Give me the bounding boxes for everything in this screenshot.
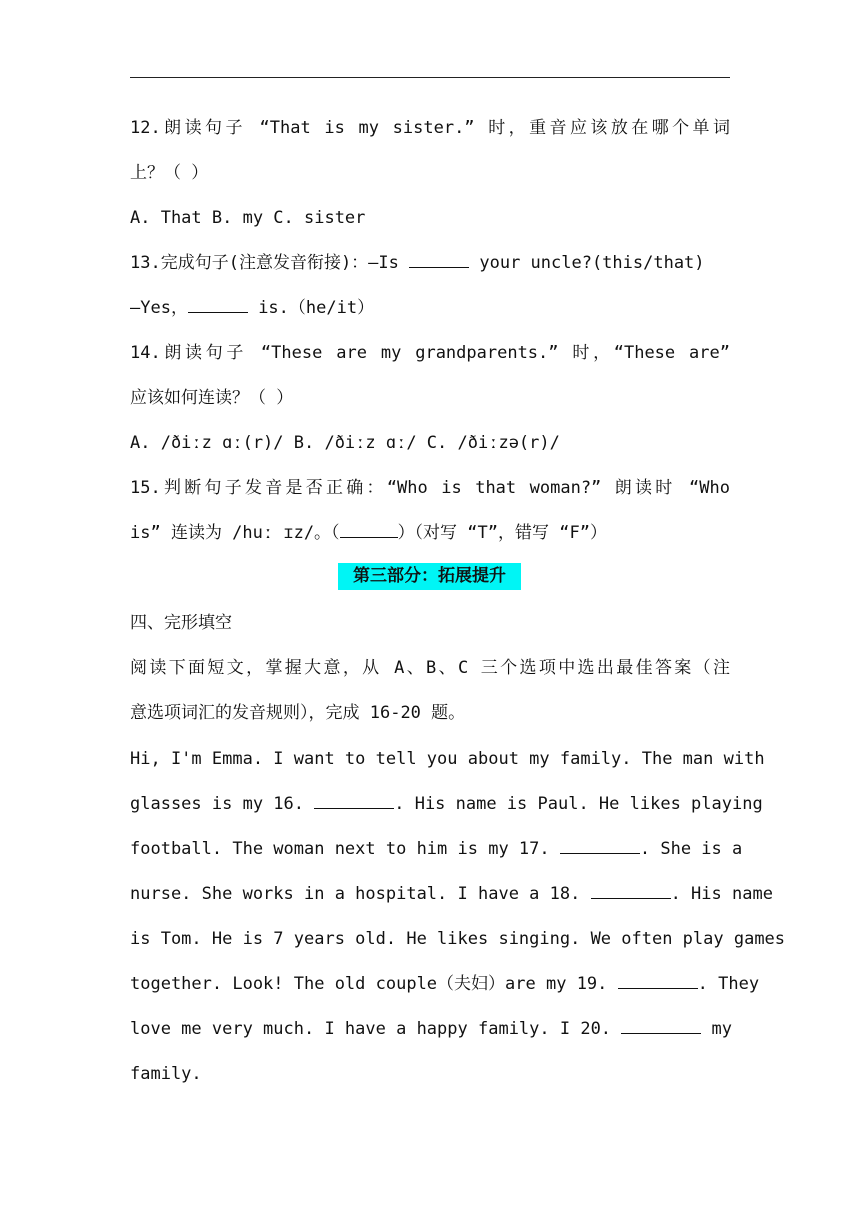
answer-blank-17[interactable] [560, 837, 640, 854]
passage-line-2 [130, 792, 763, 816]
question-14-options: A. /ðiːz ɑː(r)/ B. /ðiːz ɑː/ C. /ðiːzə(r)/ [130, 433, 560, 453]
question-15-text-a: is” 连读为 /huː ɪz/。（ [130, 523, 340, 543]
question-12-line-1: 12.朗读句子 “That is my sister.” 时，重音应该放在哪个单词 [130, 118, 730, 138]
question-13-text-c: —Yes， [130, 298, 188, 318]
passage-text: . His name is Paul. He likes playing [394, 794, 763, 814]
passage-text: my [701, 1019, 732, 1039]
answer-blank-13a[interactable] [409, 251, 469, 268]
question-13-text-d: is.（he/it） [247, 298, 375, 318]
answer-blank-13b[interactable] [188, 296, 248, 313]
question-15-line-1: 15.判断句子发音是否正确：“Who is that woman?” 朗读时 “Who [130, 478, 730, 498]
passage-line-5: is Tom. He is 7 years old. He likes singing. We often play games [130, 929, 786, 949]
question-13-text-b: your uncle?(this/that) [469, 253, 705, 273]
section-banner: 第三部分：拓展提升 [338, 563, 521, 590]
section-intro-line-1: 阅读下面短文，掌握大意，从 A、B、C 三个选项中选出最佳答案（注 [130, 658, 730, 678]
passage-line-3 [130, 837, 743, 861]
passage-text: football. The woman next to him is my 17. [130, 839, 560, 859]
question-13-text-a: 13.完成句子(注意发音衔接)：—Is [130, 253, 410, 273]
passage-line-7 [130, 1017, 730, 1041]
passage-text: . She is a [639, 839, 743, 859]
answer-blank-16[interactable] [314, 792, 394, 809]
question-14-line-2: 应该如何连读？（ ） [130, 388, 294, 408]
passage-text: glasses is my 16. [130, 794, 315, 814]
passage-text: love me very much. I have a happy family. I 20. [130, 1019, 622, 1039]
passage-line-4 [130, 882, 773, 906]
question-12-options: A. That B. my C. sister [130, 208, 366, 228]
answer-blank-19[interactable] [618, 972, 698, 989]
question-13-line-2 [130, 296, 730, 320]
passage-line-6 [130, 972, 760, 996]
question-12-line-2: 上？（ ） [130, 163, 209, 183]
answer-blank-20[interactable] [621, 1017, 701, 1034]
passage-text: nurse. She works in a hospital. I have a 18. [130, 884, 591, 904]
header-rule [130, 77, 730, 78]
passage-text: . They [697, 974, 760, 994]
passage-text: together. Look! The old couple（夫妇）are my 19. [130, 974, 618, 994]
passage-line-1: Hi, I'm Emma. I want to tell you about my family. The man with [130, 749, 765, 769]
question-13-line-1 [130, 251, 730, 275]
question-14-line-1: 14.朗读句子 “These are my grandparents.” 时，“These are” [130, 343, 730, 363]
answer-blank-18[interactable] [591, 882, 671, 899]
question-15-line-2 [130, 521, 730, 545]
passage-text: . His name [670, 884, 773, 904]
section-intro-line-2: 意选项词汇的发音规则），完成 16-20 题。 [130, 703, 466, 723]
section-heading: 四、完形填空 [130, 613, 232, 633]
passage-line-8: family. [130, 1064, 202, 1084]
answer-blank-15[interactable] [340, 521, 398, 538]
question-15-text-b: ）（对写 “T”，错写 “F”） [397, 523, 607, 543]
